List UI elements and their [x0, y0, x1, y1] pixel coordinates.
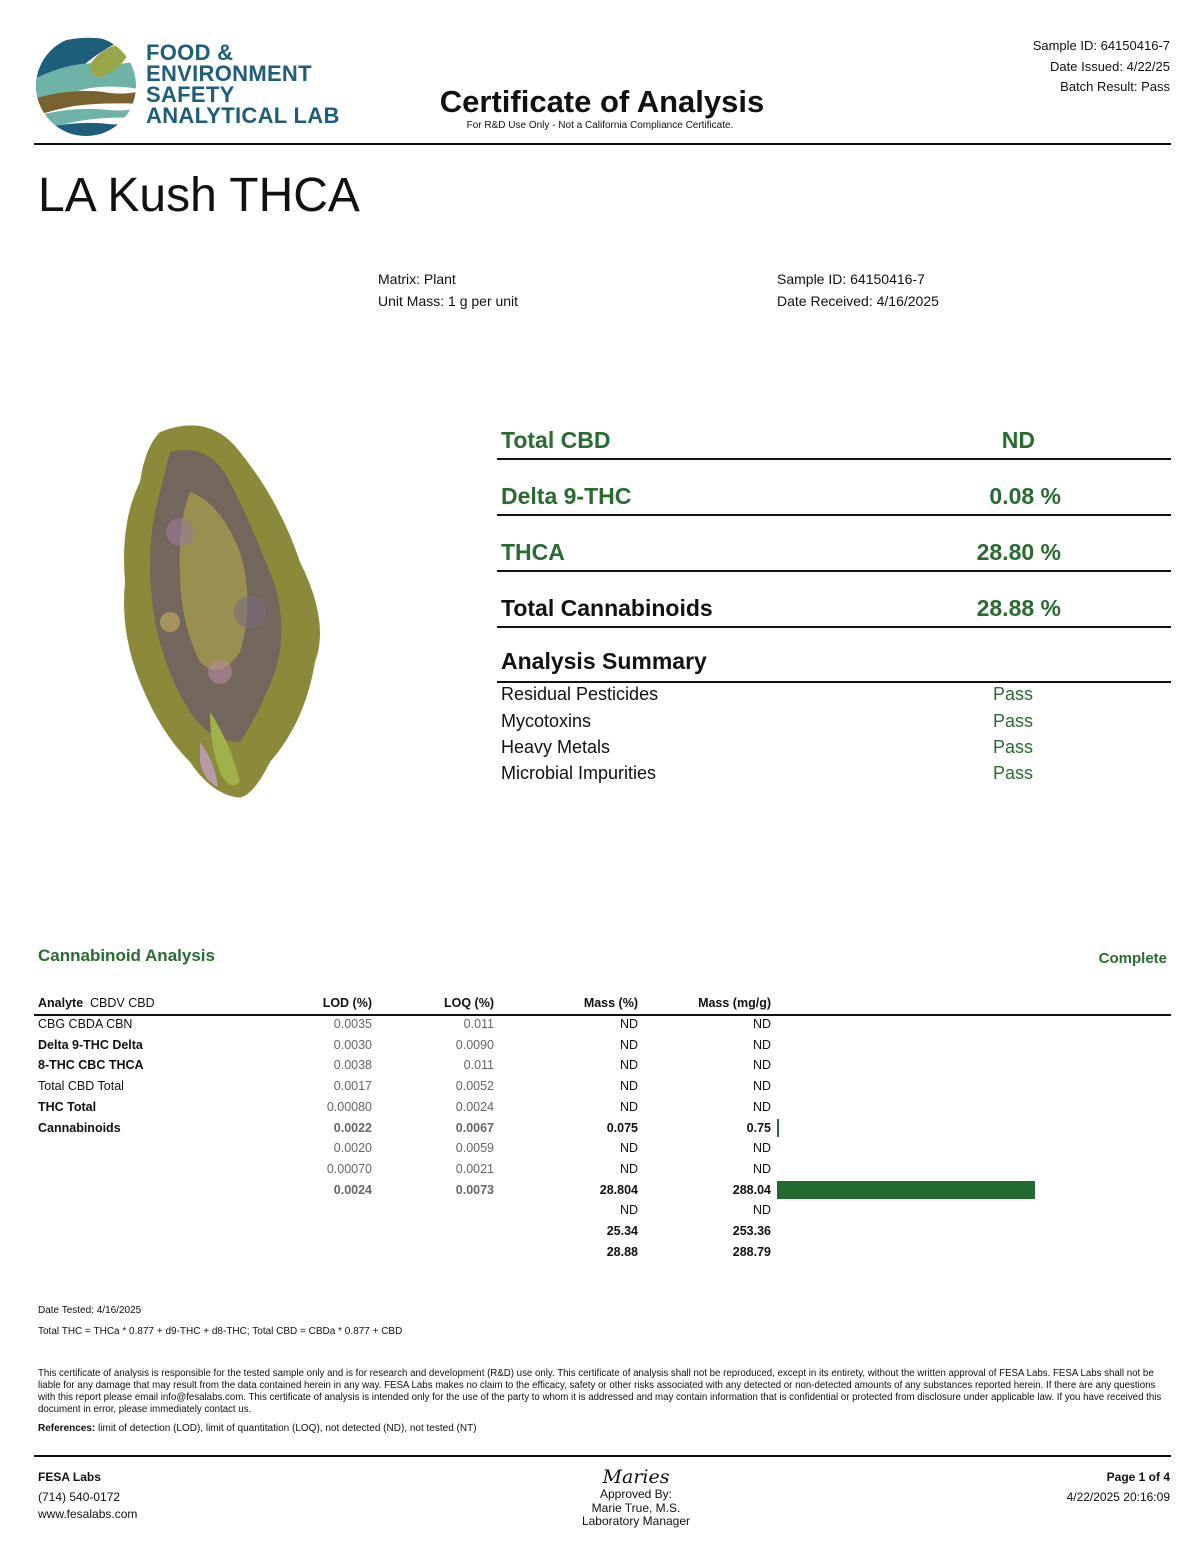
document-title	[0, 84, 1200, 120]
header-date-issued: Date Issued: 4/22/25	[1050, 58, 1170, 74]
mass-bar	[777, 1119, 779, 1137]
product-image	[100, 412, 340, 812]
table-header-divider	[34, 1014, 1171, 1016]
header-info	[1033, 36, 1170, 98]
mass-mgg-value: 288.04	[732, 1182, 771, 1197]
loq-value: 0.0073	[455, 1182, 494, 1197]
column-header-lod: LOD (%)	[322, 996, 372, 1010]
header-divider	[34, 143, 1171, 145]
lod-value: 0.0017	[333, 1079, 372, 1094]
summary-item: Microbial Impurities	[501, 763, 657, 783]
mass-mgg-value: ND	[752, 1058, 771, 1073]
disclaimer: This certificate of analysis is responsible for the tested sample only and is for research and development (R&D) use only. This certificate of analysis shall not be reproduced, except in its entirety, without the written approval of FESA Labs. FESA Labs shall not be liable for any damage that may result from the data contained herein in any way. FESA Labs makes no claim to the efficacy, safety or other risks associated with any detected or non-detected amounts of any substances reported herein. If there are any questions with this report please email info@fesalabs.com. This certificate of analysis is intended only for the use of the party to whom it is addressed and may contain information that is confidential or protected from disclosure under applicable law. If you have received this document in error, please immediately contact us.	[38, 1368, 1162, 1415]
footer-website: www.fesalabs.com	[38, 1507, 138, 1521]
summary-result: Pass	[993, 737, 1034, 757]
loq-value: 0.0052	[455, 1079, 494, 1094]
mass-pct-value: ND	[619, 1058, 638, 1073]
mass-pct-value: 28.804	[599, 1182, 638, 1197]
lab-name-line: ANALYTICAL LAB	[146, 103, 340, 128]
cannabinoid-analysis-title: Cannabinoid Analysis	[38, 946, 215, 965]
potency-value: 0.08 %	[989, 483, 1061, 509]
loq-value: 0.0059	[455, 1141, 494, 1156]
mass-bar	[777, 1181, 1035, 1199]
loq-value: 0.0090	[455, 1037, 494, 1052]
date-tested: Date Tested: 4/16/2025	[38, 1305, 142, 1316]
lab-name-line: ENVIRONMENT	[146, 61, 312, 86]
potency-row	[497, 572, 1171, 628]
matrix: Matrix: Plant	[378, 271, 456, 287]
mass-pct-value: 0.075	[606, 1120, 638, 1135]
lod-value: 0.0038	[333, 1058, 372, 1073]
sample-meta-left	[378, 268, 518, 312]
analysis-summary-divider	[497, 681, 1171, 683]
mass-pct-value: ND	[619, 1203, 638, 1218]
footer-approval	[0, 1466, 1200, 1529]
lod-value: 0.0022	[333, 1120, 372, 1135]
mass-pct-value: ND	[619, 1017, 638, 1031]
potency-label: Total Cannabinoids	[501, 595, 713, 621]
loq-value: 0.0021	[455, 1161, 494, 1176]
lod-value: 0.0030	[333, 1037, 372, 1052]
document-subtitle: For R&D Use Only - Not a California Compliance Certificate.	[466, 120, 734, 131]
summary-result: Pass	[993, 684, 1034, 704]
lod-value: 0.00080	[326, 1099, 372, 1114]
footer-phone: (714) 540-0172	[38, 1490, 121, 1504]
mass-pct-value: ND	[619, 1161, 638, 1176]
potency-row	[497, 404, 1171, 460]
column-header-loq: LOQ (%)	[444, 996, 494, 1010]
lod-value: 0.0024	[333, 1182, 372, 1197]
date-received: Date Received: 4/16/2025	[777, 293, 939, 309]
mass-pct-value: ND	[619, 1079, 638, 1094]
summary-item: Heavy Metals	[501, 737, 611, 757]
summary-item: Mycotoxins	[501, 711, 592, 731]
mass-mgg-value: ND	[752, 1099, 771, 1114]
column-header-analyte: Analyte	[38, 996, 84, 1010]
mass-mgg-value: 0.75	[746, 1120, 771, 1135]
analyte-text: 8-THC CBC THCA	[38, 1058, 144, 1073]
potency-value: ND	[1001, 427, 1035, 453]
references	[38, 1423, 477, 1434]
mass-pct-value: 28.88	[606, 1244, 638, 1259]
potency-value: 28.88 %	[976, 595, 1061, 621]
analyte-text: Delta 9-THC Delta	[38, 1037, 143, 1052]
mass-pct-value: ND	[619, 1099, 638, 1114]
mass-pct-value: 25.34	[606, 1224, 638, 1238]
footer-right	[1067, 1469, 1170, 1506]
column-header-mass-mgg: Mass (mg/g)	[698, 996, 771, 1010]
sample-id: Sample ID: 64150416-7	[777, 271, 925, 287]
potency-row	[497, 516, 1171, 572]
footer-company: FESA Labs	[38, 1470, 101, 1484]
mass-mgg-value: ND	[752, 1203, 771, 1218]
mass-mgg-value: ND	[752, 1141, 771, 1156]
document-title-text: Certificate of Analysis	[439, 84, 765, 119]
approved-by-label: Approved By:	[599, 1487, 673, 1501]
header-sample-id: Sample ID: 64150416-7	[1032, 38, 1170, 53]
analyte-text: Cannabinoids	[38, 1120, 121, 1135]
analysis-summary-title: Analysis Summary	[501, 648, 707, 674]
product-name: LA Kush THCA	[38, 169, 360, 222]
mass-pct-value: ND	[619, 1141, 638, 1156]
loq-value: 0.011	[463, 1058, 494, 1073]
lab-name-line: FOOD &	[146, 40, 234, 65]
analyte-text: CBG CBDA CBN	[38, 1017, 133, 1031]
lod-value: 0.0035	[333, 1017, 372, 1031]
analysis-status: Complete	[1098, 950, 1167, 967]
mass-mgg-value: ND	[752, 1017, 771, 1031]
lab-name-line: SAFETY	[146, 82, 235, 107]
column-header-mass-pct: Mass (%)	[583, 996, 638, 1010]
mass-mgg-value: ND	[752, 1037, 771, 1052]
footer-timestamp: 4/22/2025 20:16:09	[1066, 1490, 1170, 1504]
lod-value: 0.0020	[333, 1141, 372, 1156]
potency-label: Delta 9-THC	[501, 483, 632, 509]
potency-row	[497, 460, 1171, 516]
summary-item: Residual Pesticides	[501, 684, 659, 704]
summary-result: Pass	[993, 711, 1034, 731]
mass-mgg-value: ND	[752, 1079, 771, 1094]
analyte-text: Total CBD Total	[38, 1079, 124, 1094]
potency-label: THCA	[501, 539, 565, 565]
approver-name: Marie True, M.S.	[591, 1500, 681, 1515]
sample-meta-right	[777, 268, 939, 312]
analyte-text: THC Total	[38, 1099, 97, 1114]
lod-value: 0.00070	[326, 1161, 372, 1176]
total-formula: Total THC = THCa * 0.877 + d9-THC + d8-THC; Total CBD = CBDa * 0.877 + CBD	[38, 1326, 403, 1337]
page-number: Page 1 of 4	[1106, 1470, 1170, 1484]
mass-mgg-value: 253.36	[732, 1224, 771, 1238]
header-batch-result: Batch Result: Pass	[1060, 79, 1170, 94]
signature: Maries	[602, 1466, 670, 1488]
references-label: References:	[38, 1423, 96, 1434]
mass-pct-value: ND	[619, 1037, 638, 1052]
approver-title: Laboratory Manager	[581, 1514, 691, 1528]
unit-mass: Unit Mass: 1 g per unit	[378, 293, 519, 309]
references-text: limit of detection (LOD), limit of quantitation (LOQ), not detected (ND), not tested (NT)	[98, 1423, 477, 1434]
summary-result: Pass	[993, 763, 1034, 783]
mass-mgg-value: 288.79	[732, 1244, 771, 1259]
potency-value: 28.80 %	[976, 539, 1061, 565]
loq-value: 0.0067	[455, 1120, 494, 1135]
loq-value: 0.011	[463, 1017, 494, 1031]
footer-divider	[34, 1455, 1171, 1457]
loq-value: 0.0024	[455, 1099, 494, 1114]
potency-label: Total CBD	[501, 427, 611, 453]
analyte-header-extra: CBDV CBD	[90, 996, 155, 1010]
mass-mgg-value: ND	[752, 1161, 771, 1176]
